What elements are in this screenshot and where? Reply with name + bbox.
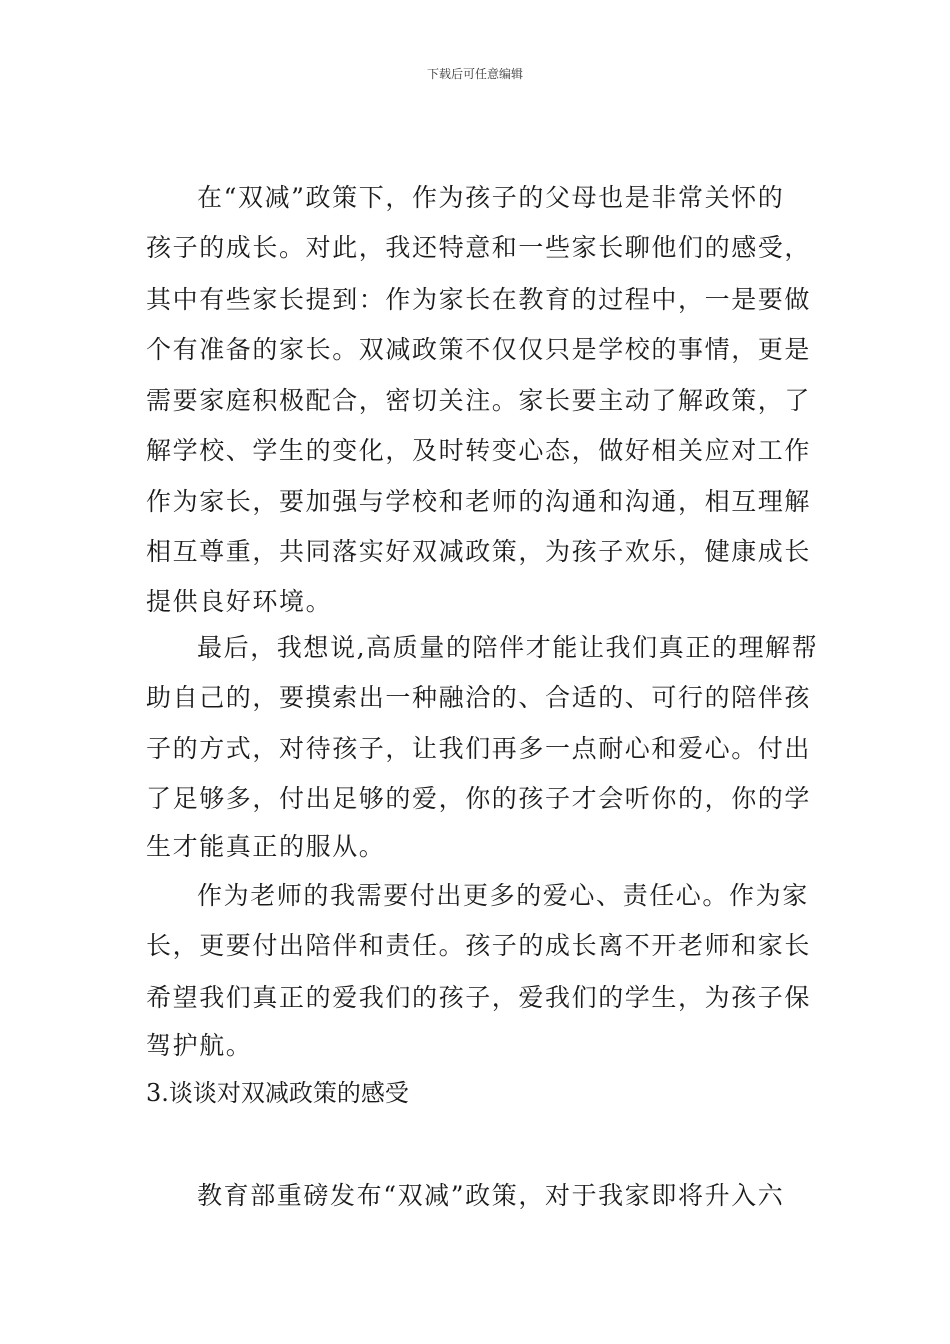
paragraph-line: 驾护航。 xyxy=(146,1031,253,1060)
paragraph-line: 子的方式，对待孩子，让我们再多一点耐心和爱心。付出 xyxy=(146,734,812,763)
paragraph-line: 生才能真正的服从。 xyxy=(146,832,386,861)
section-heading: 3.谈谈对双减政策的感受 xyxy=(146,1079,409,1107)
paragraph-line: 了足够多，付出足够的爱，你的孩子才会听你的，你的学 xyxy=(146,784,812,813)
paragraph-line: 相互尊重，共同落实好双减政策，为孩子欢乐，健康成长 xyxy=(146,537,812,566)
paragraph-line: 助自己的，要摸索出一种融洽的、合适的、可行的陪伴孩 xyxy=(146,683,812,712)
paragraph-line: 孩子的成长。对此，我还特意和一些家长聊他们的感受， xyxy=(146,233,812,262)
paragraph-line: 在“双减”政策下，作为孩子的父母也是非常关怀的 xyxy=(197,183,785,212)
paragraph-line: 作为家长，要加强与学校和老师的沟通和沟通，相互理解 xyxy=(146,487,812,516)
paragraph-line: 作为老师的我需要付出更多的爱心、责任心。作为家 xyxy=(197,881,809,910)
paragraph-line: 提供良好环境。 xyxy=(146,587,333,616)
paragraph-line: 其中有些家长提到：作为家长在教育的过程中，一是要做 xyxy=(146,285,812,314)
paragraph-line: 解学校、学生的变化，及时转变心态，做好相关应对工作 xyxy=(146,436,812,465)
paragraph-line: 最后，我想说,高质量的陪伴才能让我们真正的理解帮 xyxy=(197,633,819,662)
paragraph-line: 个有准备的家长。双减政策不仅仅只是学校的事情，更是 xyxy=(146,335,812,364)
paragraph-line: 长，更要付出陪伴和责任。孩子的成长离不开老师和家长 xyxy=(146,931,812,960)
paragraph-line: 希望我们真正的爱我们的孩子，爱我们的学生，为孩子保 xyxy=(146,983,812,1012)
page-header: 下载后可任意编辑 xyxy=(426,67,523,81)
paragraph-line: 需要家庭积极配合，密切关注。家长要主动了解政策，了 xyxy=(146,386,812,415)
paragraph-line: 教育部重磅发布“双减”政策，对于我家即将升入六 xyxy=(197,1181,785,1210)
